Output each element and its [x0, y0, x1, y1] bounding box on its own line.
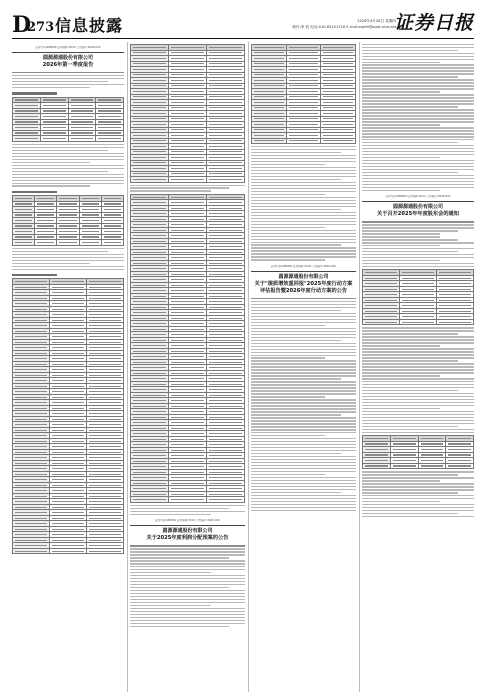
divider — [251, 271, 356, 272]
meeting-agenda-table — [362, 269, 474, 325]
notice-title: 2026年第一季度报告 — [42, 62, 94, 68]
divider — [130, 525, 245, 526]
proxy-form-table — [362, 435, 474, 469]
data-table — [251, 44, 356, 144]
subheading — [12, 92, 57, 94]
body-text — [130, 505, 245, 515]
notice-header-profit-distribution — [130, 519, 245, 542]
issue-date: 2026年4月28日 星期四 — [357, 19, 396, 23]
divider — [12, 52, 124, 53]
notice-header-shareholder-meeting — [362, 195, 474, 218]
body-text — [362, 327, 474, 433]
data-table-financials — [130, 44, 245, 183]
header-rule — [12, 38, 474, 39]
data-table-long — [12, 278, 124, 554]
body-text — [12, 144, 124, 187]
body-text — [12, 72, 124, 88]
notice-title: 关于2025年度利润分配预案的公告 — [146, 535, 229, 542]
body-text — [362, 221, 474, 267]
page-number: 273 — [27, 20, 55, 35]
body-text — [130, 545, 245, 627]
column-divider — [359, 42, 360, 692]
column-4 — [362, 42, 474, 692]
notice-header-action-plan — [251, 265, 356, 295]
body-text — [251, 298, 356, 511]
notice-title-line-2: 评估报告暨2026年度行动方案的公告 — [259, 287, 348, 294]
page-letter: D — [12, 12, 32, 38]
notice-title: 关于召开2025年年度股东会的通知 — [377, 211, 459, 218]
editor-contact: 制作:李 波 电话:010-83251716 E-mail:zqrb9@zqrb.sina.net — [292, 25, 396, 29]
column-divider — [248, 42, 249, 692]
column-1 — [12, 42, 124, 692]
section-title: 信息披露 — [55, 16, 124, 35]
data-table-cashflow — [130, 194, 245, 503]
body-text — [362, 44, 474, 192]
notice-code-line: 证券代码:688456 证券简称:XXXX 公告编号:2026-0XX — [385, 195, 451, 199]
masthead — [12, 14, 474, 36]
header-meta — [292, 18, 396, 30]
company-name: 圆源源通股份有限公司 — [162, 528, 213, 535]
notice-code-line: 证券代码:688456 证券简称:XXXX 公告编号:2026-0XX — [35, 46, 101, 49]
data-table — [12, 97, 124, 142]
notice-title-line-1: 关于"提质增效重回报"2025年度行动方案 — [254, 280, 353, 287]
newspaper-logo: 证券日报 — [393, 12, 474, 34]
subheading — [12, 191, 57, 193]
subheading — [12, 274, 57, 276]
company-name: 圆源源通股份有限公司 — [42, 55, 93, 61]
body-text — [12, 248, 124, 270]
column-divider — [127, 42, 128, 692]
column-3 — [251, 42, 356, 692]
company-name: 圆源源通股份有限公司 — [392, 204, 443, 211]
company-name: 圆源源通股份有限公司 — [278, 273, 329, 280]
divider — [362, 201, 474, 202]
body-text — [130, 185, 245, 192]
body-text — [362, 471, 474, 517]
data-table — [12, 195, 124, 246]
notice-code-line: 证券代码:688456 证券简称:XXXX 公告编号:2026-0XX — [154, 519, 221, 523]
body-text — [251, 146, 356, 261]
notice-code-line: 证券代码:688456 证券简称:XXXX 公告编号:2026-0XX — [270, 264, 337, 268]
column-2 — [130, 42, 245, 692]
notice-header-q1-report — [12, 46, 124, 69]
